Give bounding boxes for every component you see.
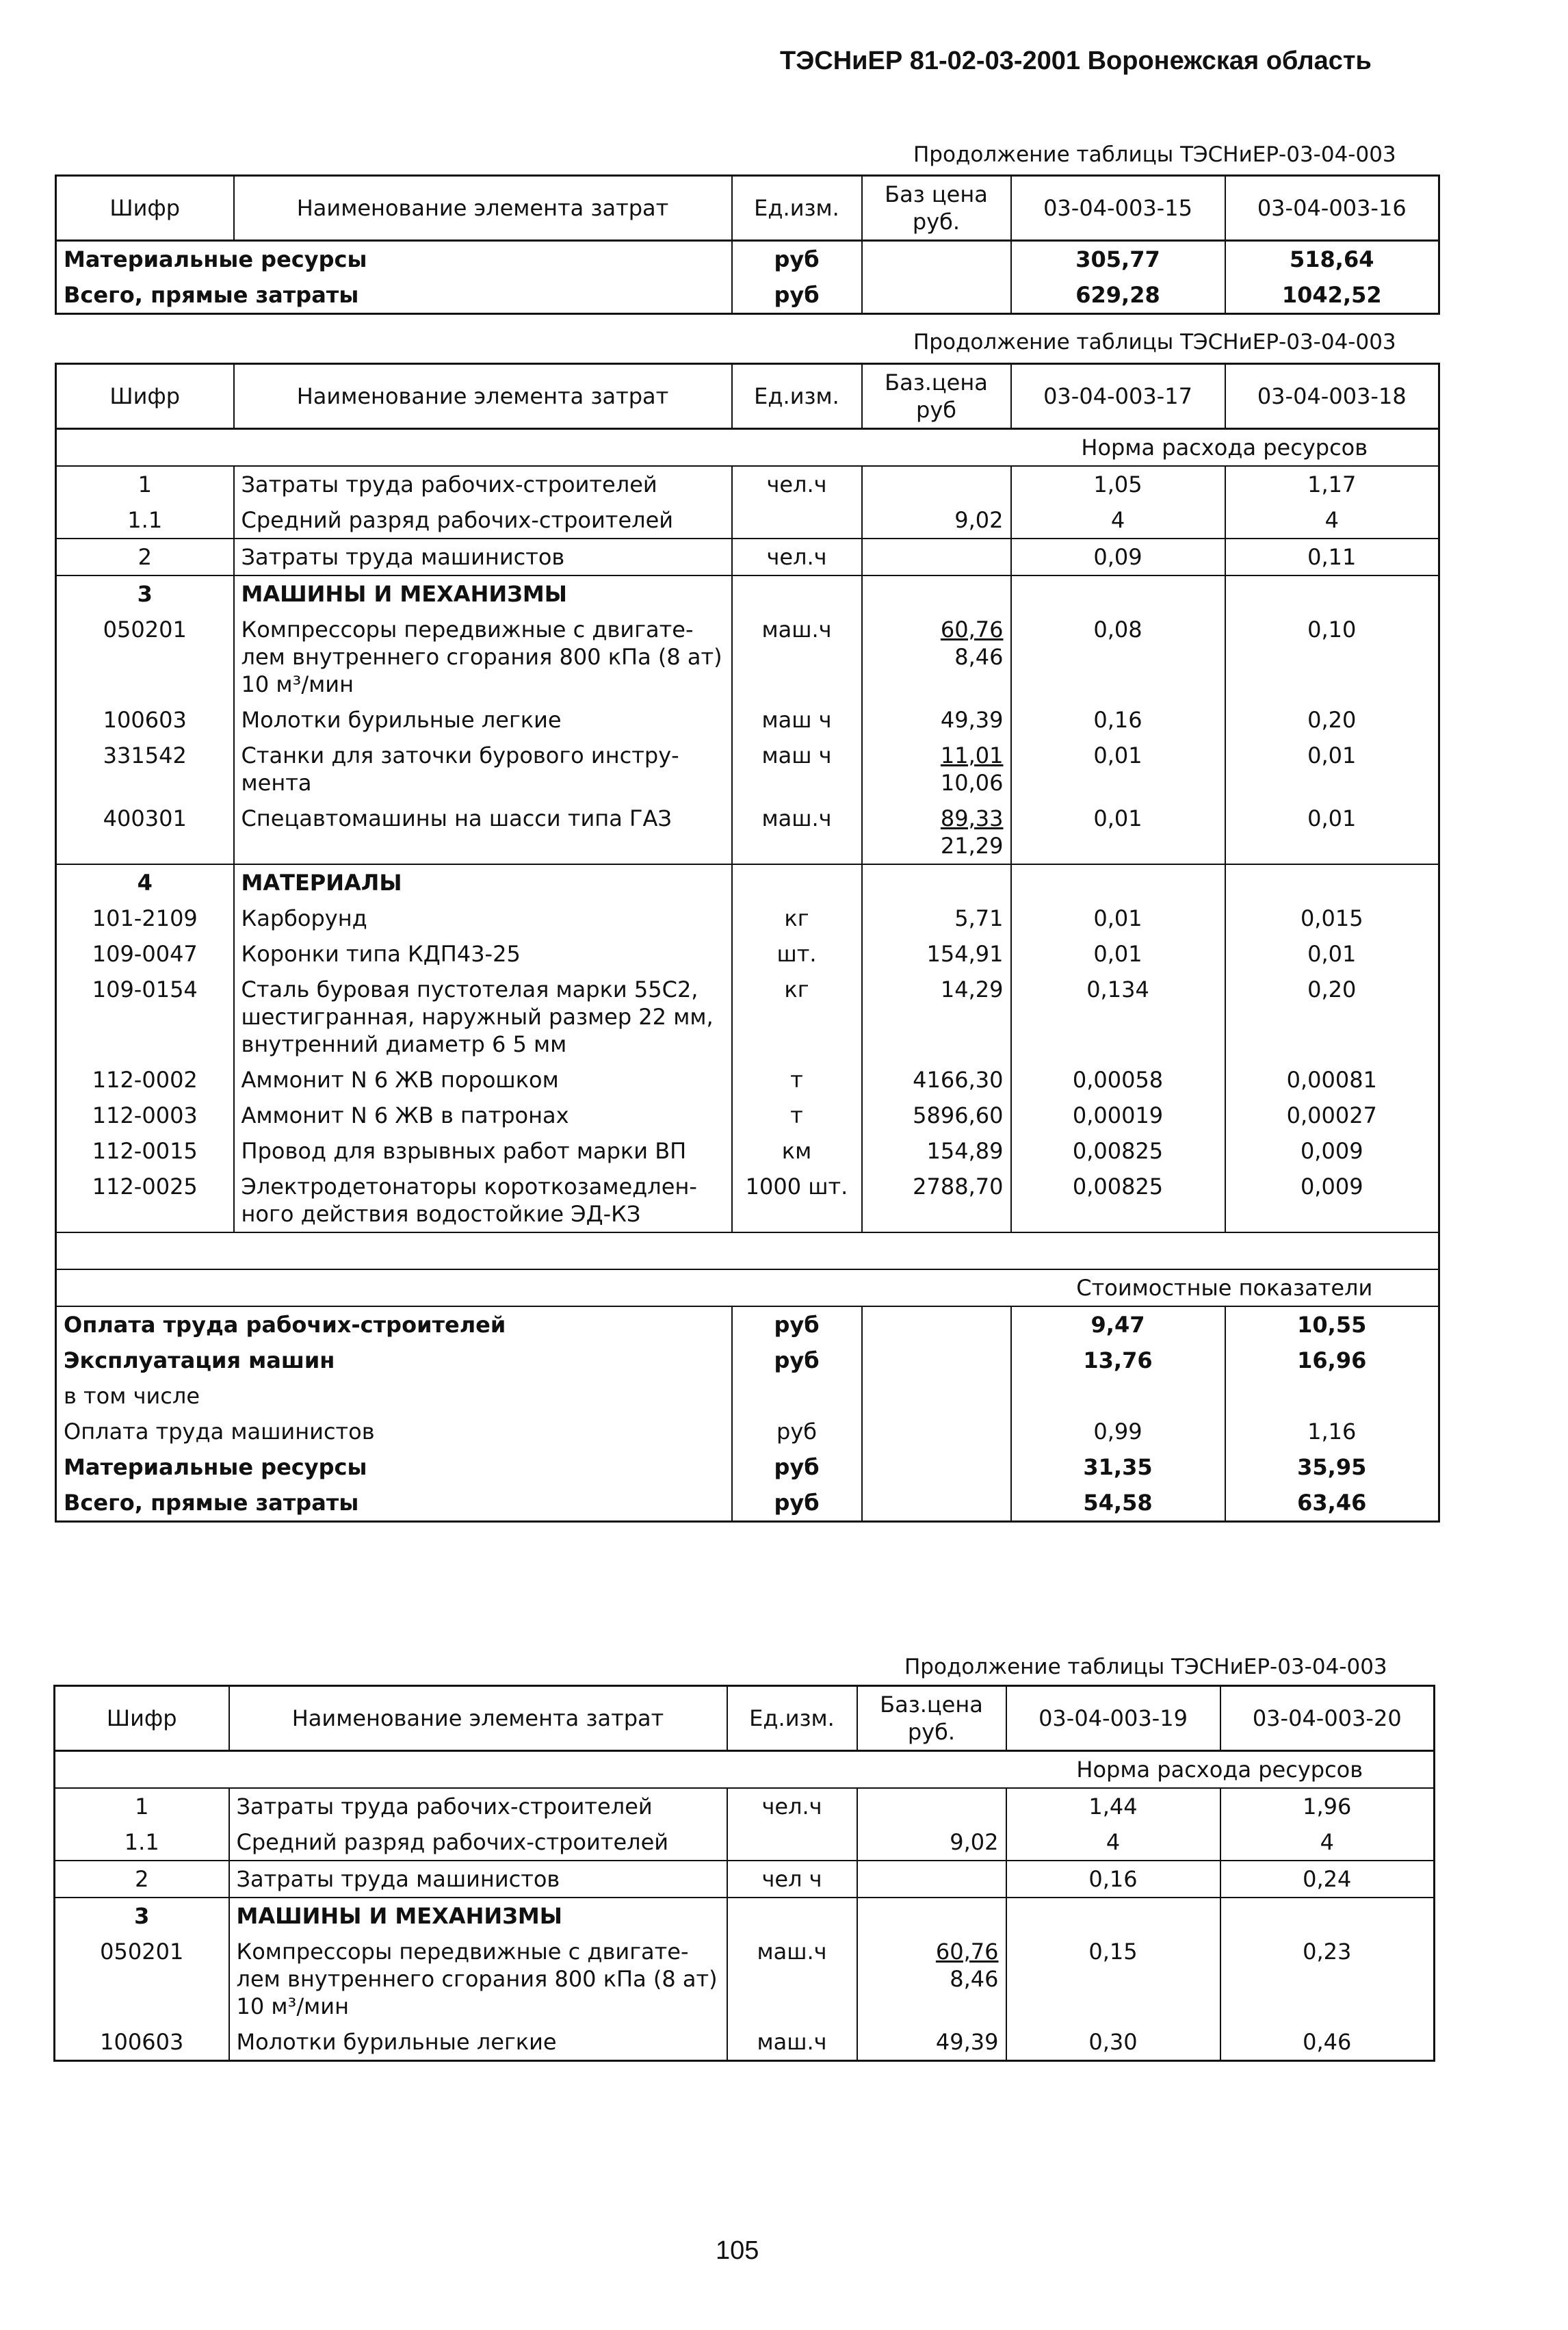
cell-code: 100603 (100, 2029, 184, 2055)
cell-name: Затраты труда машинистов (234, 539, 732, 575)
total-name: Оплата труда машинистов (64, 1419, 375, 1445)
col-value2-header: 03-04-003-20 (1220, 1686, 1435, 1751)
section-title: МАШИНЫ И МЕХАНИЗМЫ (234, 575, 732, 612)
totals-row (56, 1485, 1439, 1522)
cell-value-1: 0,16 (1011, 702, 1225, 738)
cell-unit: чел ч (727, 1861, 857, 1898)
table-header-row (55, 1686, 1435, 1751)
totals-row (56, 1306, 1439, 1343)
total-unit: руб (732, 241, 862, 278)
cell-code: 400301 (103, 805, 187, 831)
cell-value-2: 0,01 (1225, 801, 1439, 864)
cell-value-2: 4 (1220, 1824, 1435, 1861)
totals-row (56, 1343, 1439, 1378)
cell-name: Затраты труда машинистов (229, 1861, 727, 1898)
total-value-2: 63,46 (1225, 1485, 1439, 1522)
cell-price: 14,29 (862, 972, 1011, 1062)
table-cell (1006, 1898, 1220, 1934)
table2 (55, 363, 1440, 1523)
col-price-header: Баз.цена руб. (857, 1686, 1006, 1751)
cell-price (862, 539, 1011, 575)
table-row (56, 702, 1439, 738)
cell-unit: кг (732, 972, 862, 1062)
cell-code: 112-0025 (92, 1174, 198, 1200)
cell-price (862, 738, 1011, 801)
total-value-1: 305,77 (1011, 241, 1225, 278)
cell-unit: чел.ч (727, 1788, 857, 1824)
cell-price: 9,02 (857, 1824, 1006, 1861)
total-unit: руб (732, 1343, 862, 1378)
table-cell (1011, 864, 1225, 901)
col-value1-header: 03-04-003-15 (1011, 176, 1225, 241)
cell-name: Компрессоры передвижные с двигате-лем внутреннего сгорания 800 кПа (8 ат) 10 м³/мин (229, 1934, 727, 2024)
col-unit-header: Ед.изм. (727, 1686, 857, 1751)
cell-unit: 1000 шт. (732, 1169, 862, 1232)
cell-unit: маш.ч (732, 801, 862, 864)
cell-code: 109-0047 (92, 941, 198, 967)
cell-value-1: 0,01 (1011, 738, 1225, 801)
cell-value-2: 0,009 (1225, 1169, 1439, 1232)
cell-name: Компрессоры передвижные с двигате-лем внутреннего сгорания 800 кПа (8 ат) 10 м³/мин (234, 612, 732, 702)
total-unit: руб (732, 1414, 862, 1449)
totals-row (56, 277, 1439, 314)
table-cell (862, 1485, 1011, 1522)
table-row (56, 738, 1439, 801)
cell-unit: маш ч (732, 738, 862, 801)
cell-price-wage: 21,29 (940, 833, 1004, 859)
table-header-row (56, 176, 1439, 241)
table-row (55, 1861, 1435, 1898)
cell-price: 9,02 (862, 502, 1011, 539)
cell-unit: кг (732, 901, 862, 936)
table-cell (862, 1306, 1011, 1343)
cell-name: Карборунд (234, 901, 732, 936)
table1-caption: Продолжение таблицы ТЭСНиЕР-03-04-003 (913, 142, 1396, 167)
cell-price-wage: 10,06 (940, 770, 1004, 796)
cell-value-1: 0,00825 (1011, 1169, 1225, 1232)
total-value-1: 31,35 (1011, 1449, 1225, 1485)
table-row (55, 1788, 1435, 1824)
table-row (56, 1098, 1439, 1133)
cell-unit: маш.ч (732, 612, 862, 702)
cell-price-base: 89,33 (940, 805, 1004, 831)
total-value-2: 35,95 (1225, 1449, 1439, 1485)
table-cell (1225, 864, 1439, 901)
cell-price (857, 1861, 1006, 1898)
table-cell (862, 241, 1011, 278)
table-row (56, 1133, 1439, 1169)
norm-row-label: Норма расхода ресурсов (1011, 429, 1439, 467)
total-value-1 (1011, 1378, 1225, 1414)
cell-price: 49,39 (862, 702, 1011, 738)
col-unit-header: Ед.изм. (732, 176, 862, 241)
cell-name: Аммонит N 6 ЖВ в патронах (234, 1098, 732, 1133)
cell-price-wage: 8,46 (950, 1966, 999, 1992)
table-cell (862, 1343, 1011, 1378)
cell-value-1: 0,00019 (1011, 1098, 1225, 1133)
cell-price: 154,89 (862, 1133, 1011, 1169)
table-cell (862, 277, 1011, 314)
table-cell (862, 575, 1011, 612)
cell-name: Затраты труда рабочих-строителей (229, 1788, 727, 1824)
table-cell (56, 1232, 1439, 1269)
table-cell (56, 1269, 1011, 1306)
table1 (55, 174, 1440, 315)
cell-value-1: 0,01 (1011, 936, 1225, 972)
cell-value-2: 0,015 (1225, 901, 1439, 936)
section-code: 3 (55, 1898, 229, 1934)
col-price-header: Баз цена руб. (862, 176, 1011, 241)
col-code-header: Шифр (109, 383, 181, 409)
cell-name: Затраты труда рабочих-строителей (234, 466, 732, 502)
table-cell (862, 1449, 1011, 1485)
cell-code: 050201 (100, 1939, 184, 1965)
section-code: 4 (56, 864, 234, 901)
cell-value-1: 0,09 (1011, 539, 1225, 575)
norm-row-label: Норма расхода ресурсов (1006, 1751, 1435, 1789)
cell-price-wage: 8,46 (954, 644, 1004, 670)
cell-value-2: 4 (1225, 502, 1439, 539)
page-number: 105 (716, 2236, 759, 2265)
cell-unit: чел.ч (732, 539, 862, 575)
cell-price: 154,91 (862, 936, 1011, 972)
cell-value-1: 0,01 (1011, 801, 1225, 864)
cell-price: 2788,70 (862, 1169, 1011, 1232)
cell-code: 112-0003 (92, 1102, 198, 1128)
cell-value-1: 0,134 (1011, 972, 1225, 1062)
col-value1-header: 03-04-003-17 (1011, 364, 1225, 429)
cell-name: Аммонит N 6 ЖВ порошком (234, 1062, 732, 1098)
cell-unit: т (732, 1098, 862, 1133)
cell-code: 050201 (103, 617, 187, 643)
cell-price-base: 11,01 (940, 742, 1004, 768)
cell-value-1: 1,44 (1006, 1788, 1220, 1824)
cell-value-2: 0,009 (1225, 1133, 1439, 1169)
cell-value-1: 4 (1006, 1824, 1220, 1861)
totals-row (56, 241, 1439, 278)
table-cell (732, 864, 862, 901)
cell-value-2: 0,10 (1225, 612, 1439, 702)
cell-name: Молотки бурильные легкие (234, 702, 732, 738)
total-value-2: 1042,52 (1225, 277, 1439, 314)
cell-value-1: 0,16 (1006, 1861, 1220, 1898)
table-cell (862, 864, 1011, 901)
cell-code: 1.1 (127, 507, 163, 533)
cell-value-2: 1,17 (1225, 466, 1439, 502)
col-unit-header: Ед.изм. (732, 364, 862, 429)
total-value-1: 9,47 (1011, 1306, 1225, 1343)
cost-row (56, 1269, 1439, 1306)
cell-value-1: 1,05 (1011, 466, 1225, 502)
total-value-2: 16,96 (1225, 1343, 1439, 1378)
cell-code: 2 (56, 539, 234, 575)
table-cell (1220, 1898, 1435, 1934)
cell-name: Станки для заточки бурового инстру-мента (234, 738, 732, 801)
table-row (56, 1169, 1439, 1232)
cell-unit (727, 1824, 857, 1861)
cell-value-2: 0,20 (1225, 702, 1439, 738)
cell-value-2: 0,00081 (1225, 1062, 1439, 1098)
cell-code: 109-0154 (92, 976, 198, 1002)
table-row (56, 502, 1439, 539)
section-title-row (56, 575, 1439, 612)
cell-value-1: 0,30 (1006, 2024, 1220, 2061)
cell-value-2: 0,00027 (1225, 1098, 1439, 1133)
cell-value-2: 0,24 (1220, 1861, 1435, 1898)
table-cell (862, 1414, 1011, 1449)
cell-price-base: 60,76 (935, 1939, 999, 1965)
totals-row (56, 1449, 1439, 1485)
cell-unit: т (732, 1062, 862, 1098)
section-title: МАШИНЫ И МЕХАНИЗМЫ (229, 1898, 727, 1934)
total-value-2: 1,16 (1225, 1414, 1439, 1449)
col-price-header: Баз.цена руб (862, 364, 1011, 429)
col-name-header: Наименование элемента затрат (234, 176, 732, 241)
cell-code: 1 (138, 471, 152, 497)
cell-code: 331542 (103, 742, 187, 768)
table-row (55, 1934, 1435, 2024)
table-row (56, 1062, 1439, 1098)
section-code: 3 (56, 575, 234, 612)
cell-value-2: 0,23 (1220, 1934, 1435, 2024)
cell-code: 112-0015 (92, 1138, 198, 1164)
cell-value-2: 0,46 (1220, 2024, 1435, 2061)
total-value-1: 0,99 (1011, 1414, 1225, 1449)
cell-name: Спецавтомашины на шасси типа ГАЗ (234, 801, 732, 864)
table2-caption: Продолжение таблицы ТЭСНиЕР-03-04-003 (913, 330, 1396, 354)
total-name: в том числе (64, 1383, 200, 1409)
cell-value-1: 4 (1011, 502, 1225, 539)
cell-price (857, 1934, 1006, 2024)
cell-unit (732, 502, 862, 539)
cell-name: Провод для взрывных работ марки ВП (234, 1133, 732, 1169)
cell-code: 2 (55, 1861, 229, 1898)
total-name: Оплата труда рабочих-строителей (64, 1312, 506, 1338)
cell-price (857, 1788, 1006, 1824)
table-cell (727, 1898, 857, 1934)
total-value-2: 518,64 (1225, 241, 1439, 278)
total-unit: руб (732, 1485, 862, 1522)
norm-row (55, 1751, 1435, 1789)
cell-unit: маш ч (732, 702, 862, 738)
section-title-row (56, 864, 1439, 901)
table-row (56, 1232, 1439, 1269)
table-row (56, 901, 1439, 936)
total-value-1: 629,28 (1011, 277, 1225, 314)
table3 (53, 1685, 1435, 2062)
cell-name: Сталь буровая пустотелая марки 55С2, шестигранная, наружный размер 22 мм, внутренний диаметр 6 5 мм (234, 972, 732, 1062)
table-cell (862, 1378, 1011, 1414)
cell-value-1: 0,01 (1011, 901, 1225, 936)
cell-code: 100603 (103, 707, 187, 733)
total-unit: руб (732, 277, 862, 314)
cell-price-base: 60,76 (940, 617, 1004, 643)
total-unit (732, 1378, 862, 1414)
norm-row (56, 429, 1439, 467)
table-row (55, 2024, 1435, 2061)
table-cell (56, 429, 1011, 467)
cell-name: Средний разряд рабочих-строителей (229, 1824, 727, 1861)
total-value-2: 10,55 (1225, 1306, 1439, 1343)
col-name-header: Наименование элемента затрат (234, 364, 732, 429)
table-row (56, 612, 1439, 702)
cell-unit: маш.ч (727, 1934, 857, 2024)
col-value2-header: 03-04-003-18 (1225, 364, 1439, 429)
table3-caption: Продолжение таблицы ТЭСНиЕР-03-04-003 (904, 1655, 1387, 1679)
col-name-header: Наименование элемента затрат (229, 1686, 727, 1751)
cell-name: Коронки типа КДП43-25 (234, 936, 732, 972)
total-name: Эксплуатация машин (64, 1347, 335, 1373)
total-value-1: 13,76 (1011, 1343, 1225, 1378)
cell-name: Электродетонаторы короткозамедлен-ного действия водостойкие ЭД-КЗ (234, 1169, 732, 1232)
total-name: Материальные ресурсы (64, 246, 367, 272)
cell-price (862, 466, 1011, 502)
table-cell (857, 1898, 1006, 1934)
totals-row (56, 1414, 1439, 1449)
table-cell (1225, 575, 1439, 612)
totals-row (56, 1378, 1439, 1414)
cell-code: 112-0002 (92, 1067, 198, 1093)
cell-code: 1 (135, 1794, 149, 1820)
table-row (56, 539, 1439, 575)
cell-price: 5896,60 (862, 1098, 1011, 1133)
cell-value-1: 0,00058 (1011, 1062, 1225, 1098)
table-cell (732, 575, 862, 612)
col-value2-header: 03-04-003-16 (1225, 176, 1439, 241)
cell-unit: шт. (732, 936, 862, 972)
total-unit: руб (732, 1306, 862, 1343)
col-value1-header: 03-04-003-19 (1006, 1686, 1220, 1751)
cell-unit: маш.ч (727, 2024, 857, 2061)
cell-value-2: 0,01 (1225, 738, 1439, 801)
table-row (56, 466, 1439, 502)
table-row (56, 936, 1439, 972)
total-name: Всего, прямые затраты (64, 282, 359, 308)
cell-unit: км (732, 1133, 862, 1169)
cell-price (862, 612, 1011, 702)
table-row (56, 801, 1439, 864)
cost-row-label: Стоимостные показатели (1011, 1269, 1439, 1306)
cell-name: Средний разряд рабочих-строителей (234, 502, 732, 539)
total-name: Материальные ресурсы (64, 1454, 367, 1480)
cell-value-1: 0,00825 (1011, 1133, 1225, 1169)
cell-code: 1.1 (124, 1829, 159, 1855)
cell-value-2: 0,20 (1225, 972, 1439, 1062)
page-header-title: ТЭСНиЕР 81-02-03-2001 Воронежская область (780, 47, 1372, 75)
cell-code: 101-2109 (92, 905, 198, 931)
total-value-2 (1225, 1378, 1439, 1414)
section-title-row (55, 1898, 1435, 1934)
cell-price: 4166,30 (862, 1062, 1011, 1098)
cell-value-2: 0,01 (1225, 936, 1439, 972)
table-cell (1011, 575, 1225, 612)
total-unit: руб (732, 1449, 862, 1485)
cell-unit: чел.ч (732, 466, 862, 502)
total-name: Всего, прямые затраты (64, 1490, 359, 1516)
table-row (56, 972, 1439, 1062)
cell-value-1: 0,15 (1006, 1934, 1220, 2024)
cell-price: 49,39 (857, 2024, 1006, 2061)
cell-value-2: 1,96 (1220, 1788, 1435, 1824)
cell-price: 5,71 (862, 901, 1011, 936)
cell-price (862, 801, 1011, 864)
table-row (55, 1824, 1435, 1861)
cell-value-1: 0,08 (1011, 612, 1225, 702)
table-cell (55, 1751, 1006, 1789)
col-code-header: Шифр (109, 195, 181, 221)
cell-name: Молотки бурильные легкие (229, 2024, 727, 2061)
total-value-1: 54,58 (1011, 1485, 1225, 1522)
table-header-row (56, 364, 1439, 429)
cell-value-2: 0,11 (1225, 539, 1439, 575)
col-code-header: Шифр (106, 1705, 177, 1731)
section-title: МАТЕРИАЛЫ (234, 864, 732, 901)
